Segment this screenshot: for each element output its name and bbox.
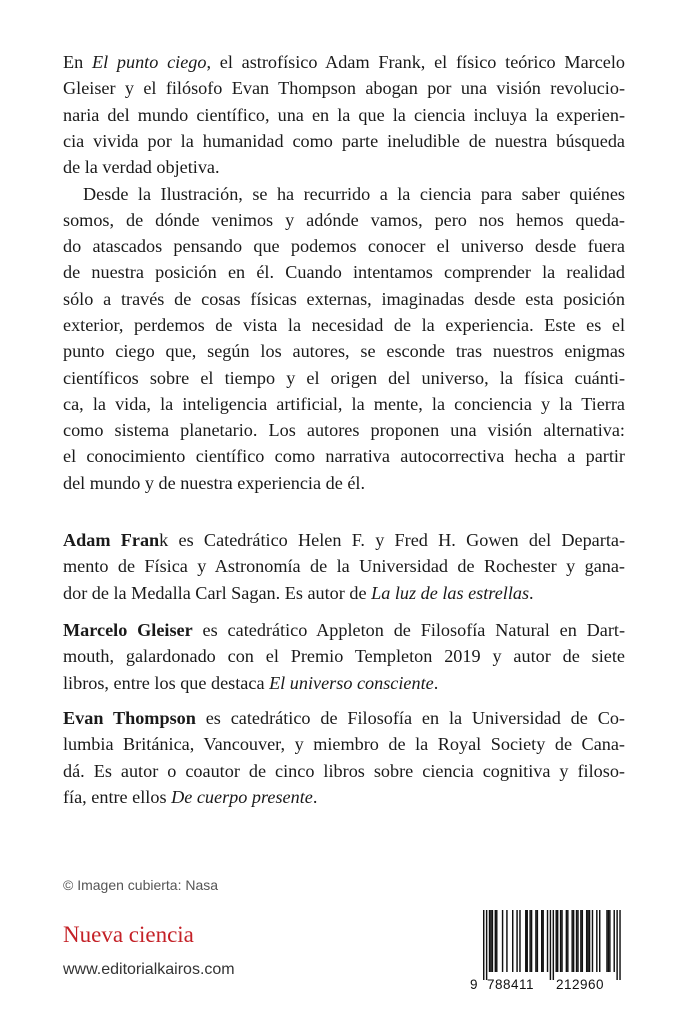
publisher-website[interactable]: www.editorialkairos.com [63, 961, 235, 978]
barcode-bar [537, 910, 538, 972]
text-line: Desde la Ilustración, se ha recurrido a la ciencia para saber quiénes [83, 183, 625, 204]
barcode-left-digits: 788411 [487, 977, 535, 992]
text-line: libros, entre los que destaca El universo consciente. [63, 672, 439, 693]
barcode-bar [586, 910, 587, 972]
barcode-bar [490, 910, 491, 972]
barcode-bar [541, 910, 542, 972]
barcode-bar [608, 910, 609, 972]
barcode-bar [496, 910, 497, 972]
image-credit: © Imagen cubierta: Nasa [63, 877, 219, 893]
author-bio-evan-thompson [63, 705, 625, 810]
barcode-bar [483, 910, 484, 980]
text-line: del mundo y de nuestra experiencia de él. [63, 472, 365, 493]
text-line: Adam Frank es Catedrático Helen F. y Fred H. Gowen del Departa- [63, 530, 625, 550]
barcode-bar [535, 910, 536, 972]
barcode-bar [486, 910, 487, 980]
barcode-bar [596, 910, 597, 972]
barcode-first-digit: 9 [470, 977, 478, 992]
barcode-bar [516, 910, 517, 972]
book-title-el-punto-ciego: El punto ciego [91, 52, 207, 72]
author-bio-marcelo-gleiser [63, 617, 625, 696]
synopsis-paragraph-1 [63, 49, 625, 180]
text-line: de nuestra posición en él. Cuando intentamos comprender la realidad [63, 262, 625, 283]
collection-name: Nueva ciencia [63, 922, 194, 947]
author-name: Evan Thompson [63, 708, 196, 728]
text-line: dá. Es autor o coautor de cinco libros sobre ciencia cognitiva y filoso- [63, 760, 625, 781]
barcode-right-digits: 212960 [556, 977, 605, 992]
book-title: De cuerpo presente [171, 786, 313, 807]
barcode-bar [567, 910, 568, 972]
barcode-bar [580, 910, 581, 972]
barcode-bar [589, 910, 590, 972]
barcode-bar [506, 910, 507, 972]
barcode-bar [525, 910, 526, 972]
text-line: Evan Thompson es catedrático de Filosofía en la Universidad de Co- [63, 708, 625, 728]
barcode-bar [573, 910, 574, 972]
author-bio-adam-frank [63, 527, 625, 606]
text-line: de la verdad objetiva. [63, 157, 220, 178]
text-line: como sistema planetario. Los autores proponen una visión alternativa: [63, 420, 625, 441]
barcode-bar [527, 910, 528, 972]
text-line: mento de Física y Astronomía de la Universidad de Rochester y gana- [63, 556, 625, 577]
text-line: Gleiser y el filósofo Evan Thompson abogan por una visión revolucio- [63, 78, 625, 99]
barcode-bar [571, 910, 572, 972]
text-line: cia vivida por la humanidad como parte ineludible de nuestra búsqueda [63, 130, 625, 151]
book-title: El universo consciente [269, 672, 434, 693]
barcode-bar [553, 910, 554, 980]
text-line: naria del mundo científico, una en la que la ciencia incluya la experien- [63, 104, 625, 125]
barcode-bar [609, 910, 610, 972]
book-title: La luz de las estrellas [371, 582, 530, 603]
text-line: el conocimiento científico como narrativa autocorrectiva hecha a partir [63, 446, 625, 467]
barcode-bar [587, 910, 588, 972]
barcode-bar [592, 910, 593, 972]
barcode-bar [561, 910, 562, 972]
text-line: punto ciego que, según los autores, se esconde tras nuestros enigmas [63, 341, 625, 362]
text-line: En El punto ciego, el astrofísico Adam Frank, el físico teórico Marcelo [63, 52, 625, 72]
text-line: somos, de dónde venimos y adónde vamos, pero nos hemos queda- [63, 209, 625, 230]
barcode-bar [531, 910, 532, 972]
barcode-bar [599, 910, 600, 972]
barcode-bar [577, 910, 578, 972]
barcode-bar [566, 910, 567, 972]
barcode-bar [616, 910, 617, 980]
author-name: Marcelo Gleiser [63, 620, 193, 640]
barcode-bar [550, 910, 551, 980]
barcode-bar [529, 910, 530, 972]
barcode-bar [556, 910, 557, 972]
barcode-bar [495, 910, 496, 972]
text-line: exterior, perdemos de vista la necesidad de la experiencia. Este es el [63, 314, 625, 335]
barcode-bar [619, 910, 620, 980]
barcode-bar [606, 910, 607, 972]
isbn-barcode [470, 910, 630, 996]
barcode-bars [470, 910, 630, 980]
barcode-bar [502, 910, 503, 972]
text-line: científicos sobre el tiempo y el origen del universo, la física cuánti- [63, 367, 625, 388]
barcode-bar [512, 910, 513, 972]
barcode-bar [489, 910, 490, 972]
text-line: sólo a través de cosas físicas externas, imaginadas desde esta posición [63, 288, 625, 309]
barcode-bar [519, 910, 520, 972]
author-name: Adam Fran [63, 530, 160, 550]
text-line: dor de la Medalla Carl Sagan. Es autor de La luz de las estrellas. [63, 582, 534, 603]
text-line: lumbia Británica, Vancouver, y miembro de la Royal Society de Cana- [63, 734, 625, 755]
barcode-bar [576, 910, 577, 972]
text-line: Marcelo Gleiser es catedrático Appleton de Filosofía Natural en Dart- [63, 620, 626, 640]
barcode-bar [547, 910, 548, 972]
synopsis-paragraph-2 [63, 181, 625, 497]
text-line: fía, entre ellos De cuerpo presente. [63, 786, 318, 807]
barcode-bar [557, 910, 558, 972]
barcode-bar [542, 910, 543, 972]
text-line: do atascados pensando que podemos conocer el universo desde fuera [63, 236, 625, 257]
barcode-bar [582, 910, 583, 972]
barcode-bar [492, 910, 493, 972]
text-line: mouth, galardonado con el Premio Templeton 2019 y autor de siete [63, 646, 625, 667]
barcode-bar [614, 910, 615, 972]
barcode-bar [560, 910, 561, 972]
text-line: ca, la vida, la inteligencia artificial, la mente, la conciencia y la Tierra [63, 393, 625, 414]
